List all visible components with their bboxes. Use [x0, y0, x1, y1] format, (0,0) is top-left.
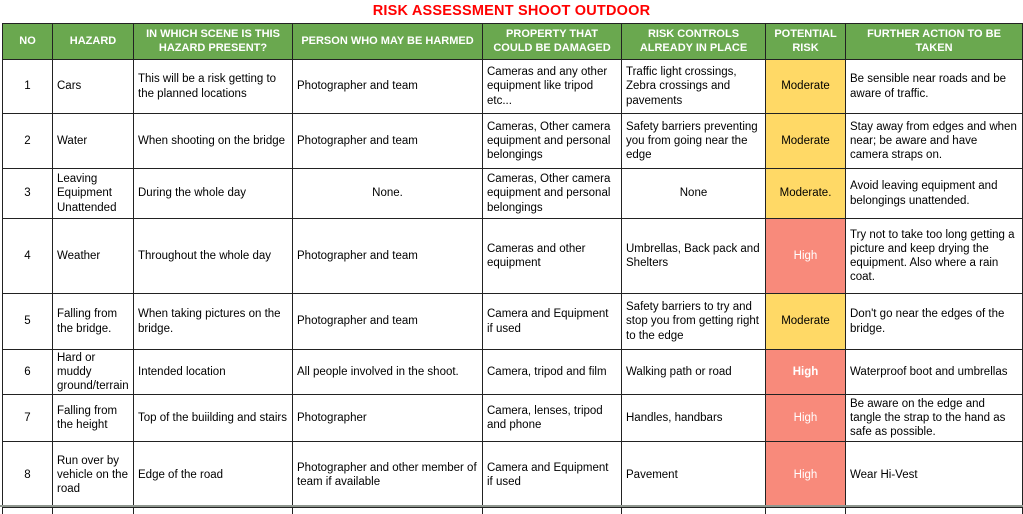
- table-row: [3, 294, 1023, 350]
- cell-no: 8: [3, 442, 53, 508]
- cell-no: 4: [3, 219, 53, 294]
- header-further-action: FURTHER ACTION TO BE TAKEN: [846, 24, 1023, 60]
- cell-empty: [846, 508, 1023, 514]
- table-row: [3, 169, 1023, 219]
- cell-person: All people involved in the shoot.: [293, 350, 483, 395]
- cell-hazard: Cars: [53, 60, 134, 114]
- cell-property: Camera and Equipment if used: [483, 294, 622, 350]
- cell-potential-risk: Moderate: [766, 294, 846, 350]
- cell-potential-risk: High: [766, 395, 846, 442]
- cell-further-action: Stay away from edges and when near; be aware and have camera straps on.: [846, 114, 1023, 169]
- cell-scene: Intended location: [134, 350, 293, 395]
- cell-controls: Umbrellas, Back pack and Shelters: [622, 219, 766, 294]
- header-potential-risk: POTENTIAL RISK: [766, 24, 846, 60]
- cell-person: Photographer and other member of team if available: [293, 442, 483, 508]
- cell-person: Photographer and team: [293, 114, 483, 169]
- cell-empty: [53, 508, 134, 514]
- table-row: [3, 395, 1023, 442]
- cell-property: Camera, tripod and film: [483, 350, 622, 395]
- cell-hazard: Run over by vehicle on the road: [53, 442, 134, 508]
- cell-potential-risk: Moderate: [766, 60, 846, 114]
- cell-hazard: Weather: [53, 219, 134, 294]
- cell-further-action: Wear Hi-Vest: [846, 442, 1023, 508]
- cell-person: Photographer and team: [293, 219, 483, 294]
- cell-property: Camera and Equipment if used: [483, 442, 622, 508]
- cell-further-action: Avoid leaving equipment and belongings unattended.: [846, 169, 1023, 219]
- cell-potential-risk: High: [766, 442, 846, 508]
- cell-controls: Safety barriers to try and stop you from getting right to the edge: [622, 294, 766, 350]
- cell-hazard: Hard or muddy ground/terrain: [53, 350, 134, 395]
- cell-controls: Pavement: [622, 442, 766, 508]
- cell-controls: Safety barriers preventing you from going near the edge: [622, 114, 766, 169]
- cell-further-action: Try not to take too long getting a picture and keep drying the equipment. Also where a rain coat.: [846, 219, 1023, 294]
- table-row: [3, 60, 1023, 114]
- header-scene: IN WHICH SCENE IS THIS HAZARD PRESENT?: [134, 24, 293, 60]
- header-hazard: HAZARD: [53, 24, 134, 60]
- cell-controls: None: [622, 169, 766, 219]
- cell-hazard: Falling from the height: [53, 395, 134, 442]
- cell-scene: When taking pictures on the bridge.: [134, 294, 293, 350]
- table-row: [3, 442, 1023, 508]
- page-title: RISK ASSESSMENT SHOOT OUTDOOR: [372, 3, 651, 19]
- cell-person: Photographer: [293, 395, 483, 442]
- cell-empty: [3, 508, 53, 514]
- next-section-divider: [0, 505, 1023, 507]
- cell-empty: [483, 508, 622, 514]
- cell-scene: Top of the buiilding and stairs: [134, 395, 293, 442]
- cell-scene: When shooting on the bridge: [134, 114, 293, 169]
- cell-further-action: Don't go near the edges of the bridge.: [846, 294, 1023, 350]
- cell-empty: [293, 508, 483, 514]
- cell-no: 7: [3, 395, 53, 442]
- cell-no: 6: [3, 350, 53, 395]
- cell-hazard: Water: [53, 114, 134, 169]
- header-row: [3, 24, 1023, 60]
- cell-controls: Walking path or road: [622, 350, 766, 395]
- cell-scene: Throughout the whole day: [134, 219, 293, 294]
- cell-scene: During the whole day: [134, 169, 293, 219]
- cell-no: 2: [3, 114, 53, 169]
- cell-potential-risk: Moderate: [766, 114, 846, 169]
- cell-property: Cameras and other equipment: [483, 219, 622, 294]
- cell-further-action: Waterproof boot and umbrellas: [846, 350, 1023, 395]
- cell-property: Cameras, Other camera equipment and personal belongings: [483, 114, 622, 169]
- cell-property: Cameras and any other equipment like tripod etc...: [483, 60, 622, 114]
- cell-empty: [622, 508, 766, 514]
- cell-controls: Handles, handbars: [622, 395, 766, 442]
- cell-property: Cameras, Other camera equipment and personal belongings: [483, 169, 622, 219]
- cell-scene: Edge of the road: [134, 442, 293, 508]
- table-row: [3, 219, 1023, 294]
- cell-property: Camera, lenses, tripod and phone: [483, 395, 622, 442]
- cell-potential-risk: High: [766, 350, 846, 395]
- cell-person: Photographer and team: [293, 60, 483, 114]
- cell-empty: [134, 508, 293, 514]
- header-controls: RISK CONTROLS ALREADY IN PLACE: [622, 24, 766, 60]
- cell-further-action: Be aware on the edge and tangle the strap to the hand as safe as possible.: [846, 395, 1023, 442]
- cell-no: 5: [3, 294, 53, 350]
- cell-potential-risk: Moderate.: [766, 169, 846, 219]
- cell-no: 1: [3, 60, 53, 114]
- cell-controls: Traffic light crossings, Zebra crossings and pavements: [622, 60, 766, 114]
- header-property: PROPERTY THAT COULD BE DAMAGED: [483, 24, 622, 60]
- cell-person: None.: [293, 169, 483, 219]
- cell-scene: This will be a risk getting to the planned locations: [134, 60, 293, 114]
- cell-no: 3: [3, 169, 53, 219]
- header-no: NO: [3, 24, 53, 60]
- cell-hazard: Falling from the bridge.: [53, 294, 134, 350]
- partial-next-row: [3, 508, 1023, 514]
- cell-further-action: Be sensible near roads and be aware of traffic.: [846, 60, 1023, 114]
- table-row: [3, 114, 1023, 169]
- header-person: PERSON WHO MAY BE HARMED: [293, 24, 483, 60]
- cell-potential-risk: High: [766, 219, 846, 294]
- cell-empty: [766, 508, 846, 514]
- table-row: [3, 350, 1023, 395]
- risk-assessment-table: [2, 23, 1023, 514]
- cell-person: Photographer and team: [293, 294, 483, 350]
- cell-hazard: Leaving Equipment Unattended: [53, 169, 134, 219]
